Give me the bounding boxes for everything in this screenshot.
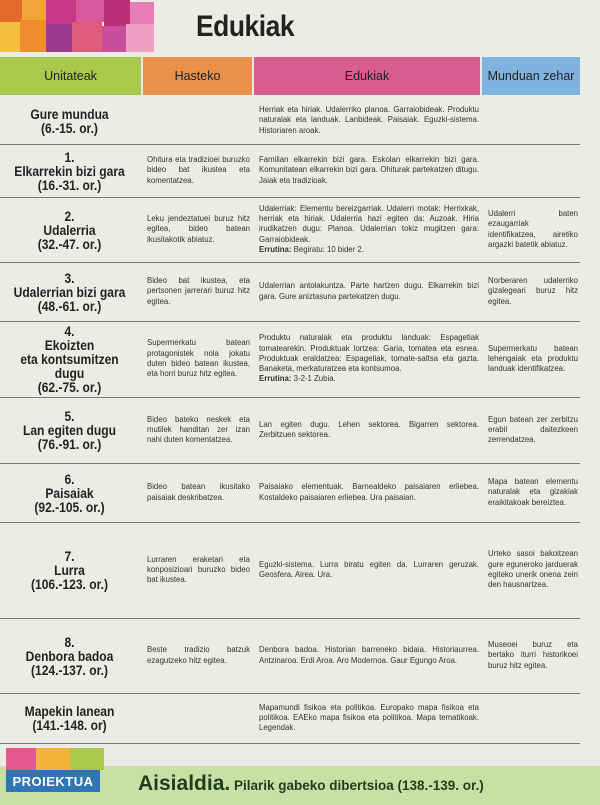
unit-title — [11, 144, 127, 197]
table-row — [0, 618, 580, 694]
hasteko-cell-text: Ohitura eta tradizioei buruzko bideo bat ikustea eta komentatzea. — [147, 155, 250, 185]
table-row — [0, 262, 580, 322]
project-tag: PROIEKTUA — [6, 770, 100, 792]
edukiak-cell-text: Denbora badoa. Historian barreneko bidaia. Historiaurrea. Antzinaroa. Erdi Aroa. Aro Modernoa. Gaur Egungo Aroa. — [259, 645, 479, 665]
edukiak-cell-text: Mapamundi fisikoa eta politikoa. Europako mapa fisikoa eta politikoa. EAEko mapa fisikoa eta politikoa. Mapa tematikoak. Legendak. — [259, 702, 479, 733]
hasteko-cell — [147, 693, 250, 743]
routine-text: 3-2-1 Zubia. — [291, 374, 336, 384]
unit-title-line: Ekoizten — [44, 337, 95, 353]
hasteko-cell — [147, 618, 250, 693]
edukiak-cell — [259, 262, 479, 321]
unit-title-line: 1. — [64, 148, 75, 165]
unit-title-line: (76.-91. or.) — [37, 436, 102, 452]
hasteko-cell — [147, 522, 250, 618]
unit-title-line: Paisaiak — [45, 484, 94, 501]
unit-title-line: 5. — [64, 408, 75, 424]
unit-title — [11, 97, 127, 144]
unit-title-line: (32.-47. or.) — [37, 235, 102, 252]
hasteko-cell-text: Leku jendeztatuei buruz hitz egitea, bideo batean ikusitakotik abiatuz. — [147, 214, 250, 244]
unit-title-line: Lan egiten dugu — [23, 422, 116, 438]
edukiak-cell-text: Eguzki-sistema. Lurra biratu egiten da. Lurraren geruzak. Geosfera. Airea. Ura. — [259, 559, 479, 579]
table-row — [0, 321, 580, 398]
hasteko-cell — [147, 262, 250, 321]
munduan-cell — [488, 144, 578, 197]
unit-title — [11, 397, 127, 463]
edukiak-cell — [259, 321, 479, 397]
table-row — [0, 397, 580, 464]
edukiak-cell-text: Udalerrian antolakuntza. Parte hartzen dugu. Elkarrekin bizi gara. Gure aniztasuna partekatzen dugu. — [259, 281, 479, 301]
hasteko-cell-text: Bideo bateko neskek eta mutilek handitan zer izan nahi duten komentatzea. — [147, 414, 250, 445]
page-title: Edukiak — [196, 10, 295, 43]
unit-title-line: (62.-75. or.) — [37, 379, 102, 395]
hasteko-cell-text: Bideo bat ikustea, eta pertsonen jarrerari buruz hitz egitea. — [147, 276, 250, 306]
unit-title-line: dugu — [54, 365, 85, 381]
footer-project-sub: Pilarik gabeko dibertsioa (138.-139. or.) — [230, 778, 484, 793]
unit-title-line: (106.-123. or.) — [31, 576, 108, 592]
hasteko-cell-text: Bideo batean ikusitako paisaiak deskribatzea. — [147, 482, 250, 502]
edukiak-cell — [259, 463, 479, 522]
munduan-cell-text: Udalerri baten ezaugarriak identifikatzea, airetiko argazki batetik abiatuz. — [488, 208, 578, 249]
table-row — [0, 522, 580, 619]
unit-title-line: (124.-137. or.) — [31, 661, 108, 678]
edukiak-cell — [259, 397, 479, 463]
project-squares-decoration — [6, 748, 106, 770]
unit-title-line: 3. — [64, 269, 75, 286]
hasteko-cell-text: Lurraren eraketari eta konposizioari buruzko bideo bat ikustea. — [147, 554, 250, 585]
munduan-cell — [488, 693, 578, 743]
footer-project-title — [138, 772, 484, 796]
header-hasteko: Hasteko — [143, 57, 252, 95]
munduan-cell-text: Norberaren udalerriko gizalegeari buruz hitz egitea. — [488, 276, 578, 306]
edukiak-cell — [259, 197, 479, 262]
edukiak-cell — [259, 693, 479, 743]
unit-title-line: (16.-31. or.) — [37, 176, 102, 193]
routine-label: Errutina: — [259, 374, 292, 384]
table-header — [0, 57, 600, 95]
hasteko-cell-text: Beste tradizio batzuk ezagutzeko hitz egitea. — [147, 645, 250, 665]
edukiak-cell — [259, 97, 479, 144]
table-row — [0, 693, 580, 744]
unit-title-line: 8. — [64, 633, 75, 650]
unit-title-line: (48.-61. or.) — [37, 297, 102, 314]
munduan-cell-text: Urteko sasoi bakoitzean gure eguneroko jarduerak egiteko unerik onena zein den hausnartzea. — [488, 549, 578, 590]
unit-title-line: Elkarrekin bizi gara — [14, 162, 125, 179]
routine-label: Errutina: — [259, 244, 292, 254]
unit-title-line: Udalerria — [43, 221, 96, 238]
munduan-cell-text: Mapa batean elementu naturalak eta gizakiak eraikitakoak bereiztea. — [488, 477, 578, 507]
unit-title — [11, 522, 127, 618]
table-row — [0, 463, 580, 523]
munduan-cell — [488, 618, 578, 693]
hasteko-cell — [147, 397, 250, 463]
edukiak-cell-text: Familian elkarrekin bizi gara. Eskolan elkarrekin bizi gara. Komunitatean elkarrekin bizi gara. Ohiturak partekatzen ditugu. Jaiak eta tradizioak. — [259, 155, 479, 185]
footer-project-main: Aisialdia. — [138, 772, 231, 795]
munduan-cell — [488, 522, 578, 618]
unit-title-line: (141.-148. or) — [32, 717, 107, 733]
munduan-cell — [488, 262, 578, 321]
munduan-cell — [488, 463, 578, 522]
munduan-cell-text: Egun batean zer zerbitzu erabil daitezkeen zerrendatzea. — [488, 414, 578, 445]
table-row — [0, 144, 580, 198]
header-edukiak: Edukiak — [254, 57, 480, 95]
edukiak-cell-text: Produktu naturalak eta produktu landuak: Espagetiak tomatearekin. Produktuak lortzea: Garia, tomatea eta esnea. Produktuak eraldatzea: Espagetiak, tomate-saltsa eta gazta. Banaketa, merkaturatzea eta kontsumoa. — [259, 333, 479, 374]
hasteko-cell-text: Supermerkatu batean protagonistek nola jokatu duten bideo batean ikustea, eta horri buruz hitz egitea. — [147, 338, 250, 379]
header-munduan-zehar: Munduan zehar — [482, 57, 580, 95]
unit-title-line: Lurra — [54, 562, 85, 578]
table-row — [0, 197, 580, 263]
edukiak-cell-text: Herriak eta hiriak. Udalerriko planoa. Garraiobideak. Produktu naturalak eta landuak. Lanbideak. Paisaiak. Eguzki-sistema. Historiaren aroak. — [259, 105, 479, 135]
unit-title-line: eta kontsumitzen — [20, 351, 119, 367]
routine-text: Begiratu: 10 bider 2. — [291, 244, 364, 254]
unit-title-line: 6. — [64, 470, 75, 487]
unit-title-line: (92.-105. or.) — [34, 498, 105, 515]
hasteko-cell — [147, 463, 250, 522]
edukiak-cell — [259, 618, 479, 693]
unit-title-line: Mapekin lanean — [24, 703, 115, 719]
munduan-cell — [488, 197, 578, 262]
edukiak-cell — [259, 144, 479, 197]
edukiak-cell-text: Lan egiten dugu. Lehen sektorea. Bigarren sektorea. Zerbitzuen sektorea. — [259, 419, 479, 439]
unit-title — [11, 618, 127, 693]
munduan-cell-text: Museoei buruz eta bertako iturri historikoei buruz hitz egitea. — [488, 640, 578, 670]
unit-title — [11, 463, 127, 522]
unit-title-line: Denbora badoa — [25, 647, 114, 664]
hasteko-cell — [147, 97, 250, 144]
munduan-cell — [488, 397, 578, 463]
unit-title — [11, 693, 127, 743]
unit-title-line: (6.-15. or.) — [41, 119, 98, 136]
unit-title — [11, 262, 127, 321]
unit-title-line: Gure mundua — [30, 105, 109, 122]
unit-title — [11, 197, 127, 262]
unit-title-line: 2. — [64, 207, 75, 224]
unit-title — [11, 321, 127, 397]
decorative-mosaic — [0, 0, 160, 55]
munduan-cell — [488, 321, 578, 397]
munduan-cell — [488, 97, 578, 144]
edukiak-cell-text: Paisaiako elementuak. Barnealdeko paisaiaren erliebea. Kostaldeko paisaiaren erliebea. Ura paisaian. — [259, 482, 479, 502]
edukiak-cell-text: Udalerriak: Elementu bereizgarriak. Udalerri motak: Herrixkak, herriak eta hiriak. Udalerria hazi egiten da: Auzoak. Hiria irudikatzen dugu: Planoa. Udalerrian tokiz mugitzen gara: Garraiobideak. — [259, 203, 479, 244]
header-unitateak: Unitateak — [0, 57, 141, 95]
unit-title-line: 7. — [64, 548, 75, 564]
munduan-cell-text: Supermerkatu batean lehengaiak eta produktu landuak identifikatzea. — [488, 343, 578, 374]
unit-title-line: 4. — [64, 323, 75, 339]
hasteko-cell — [147, 144, 250, 197]
edukiak-cell — [259, 522, 479, 618]
hasteko-cell — [147, 197, 250, 262]
unit-title-line: Udalerrian bizi gara — [13, 283, 126, 300]
table-row — [0, 97, 580, 145]
hasteko-cell — [147, 321, 250, 397]
